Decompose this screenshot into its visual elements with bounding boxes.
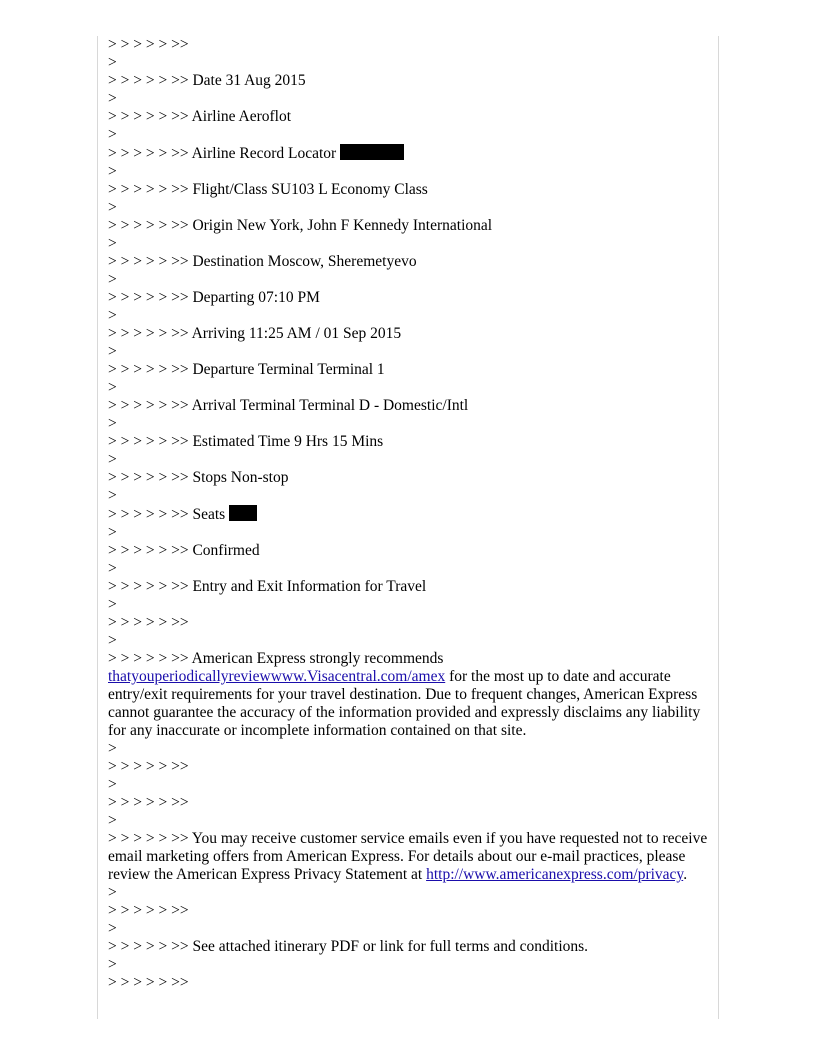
privacy-notice: > > > > > >> You may receive customer service emails even if you have requested not to receive email marketing offers from American Express. For details about our e-mail practices, please review the American Express Privacy Statement at http://www.americanexpress.com/privacy. — [108, 830, 708, 883]
redaction-block — [229, 505, 257, 521]
amex-recommendation: > > > > > >> American Express strongly recommends thatyouperiodicallyreviewwww.Visacentral.com/amex for the most up to date and accurate entry/exit requirements for your travel destination. Due to frequent changes, American Express cannot guarantee the accuracy of the information provided and expressly disclaims any liability for any inaccurate or incomplete information contained on that site. — [108, 650, 701, 739]
quote-gt: > — [108, 415, 117, 432]
quote-line: > > > > > >> — [108, 758, 189, 775]
row-destination: > > > > > >> Destination Moscow, Sheremetyevo — [108, 253, 417, 270]
quote-gt: > — [108, 812, 117, 829]
row-arrival-terminal: > > > > > >> Arrival Terminal Terminal D - Domestic/Intl — [108, 397, 469, 414]
email-body — [108, 36, 708, 992]
itinerary-note: > > > > > >> See attached itinerary PDF or link for full terms and conditions. — [108, 938, 589, 955]
quote-gt: > — [108, 163, 117, 180]
row-stops: > > > > > >> Stops Non-stop — [108, 469, 289, 486]
quote-gt: > — [108, 524, 117, 541]
quote-line: > > > > > >> — [108, 614, 189, 631]
quote-gt: > — [108, 632, 117, 649]
quote-gt: > — [108, 379, 117, 396]
quote-gt: > — [108, 307, 117, 324]
quote-gt: > — [108, 54, 117, 71]
quote-gt: > — [108, 90, 117, 107]
quote-gt: > — [108, 596, 117, 613]
row-origin: > > > > > >> Origin New York, John F Kennedy International — [108, 217, 493, 234]
quote-gt: > — [108, 740, 117, 757]
redaction-block — [340, 144, 404, 160]
quote-gt: > — [108, 126, 117, 143]
row-estimated-time: > > > > > >> Estimated Time 9 Hrs 15 Mins — [108, 433, 384, 450]
quote-gt: > — [108, 487, 117, 504]
quote-gt: > — [108, 560, 117, 577]
quote-line: > > > > > >> — [108, 902, 189, 919]
quote-gt: > — [108, 235, 117, 252]
row-flight-class: > > > > > >> Flight/Class SU103 L Economy Class — [108, 181, 428, 198]
row-date: > > > > > >> Date 31 Aug 2015 — [108, 72, 306, 89]
row-airline: > > > > > >> Airline Aeroflot — [108, 108, 292, 125]
row-departure-terminal: > > > > > >> Departure Terminal Terminal 1 — [108, 361, 385, 378]
row-entry-exit: > > > > > >> Entry and Exit Information for Travel — [108, 578, 427, 595]
row-departing: > > > > > >> Departing 07:10 PM — [108, 289, 320, 306]
row-record-locator: > > > > > >> Airline Record Locator — [108, 144, 708, 163]
quote-gt: > — [108, 920, 117, 937]
row-arriving: > > > > > >> Arriving 11:25 AM / 01 Sep 2015 — [108, 325, 402, 342]
row-confirmed: > > > > > >> Confirmed — [108, 542, 260, 559]
quote-line: > > > > > >> — [108, 974, 189, 991]
row-seats: > > > > > >> Seats — [108, 505, 708, 524]
quote-gt: > — [108, 884, 117, 901]
quote-gt: > — [108, 956, 117, 973]
quote-gt: > — [108, 199, 117, 216]
quote-gt: > — [108, 343, 117, 360]
privacy-link[interactable]: http://www.americanexpress.com/privacy — [426, 866, 684, 883]
quote-line: > > > > > >> — [108, 794, 189, 811]
visacentral-link[interactable]: thatyouperiodicallyreviewwww.Visacentral.com/amex — [108, 668, 446, 685]
quote-gt: > — [108, 271, 117, 288]
quote-gt: > — [108, 776, 117, 793]
quote-gt: > — [108, 451, 117, 468]
quote-line: > > > > > >> — [108, 36, 189, 53]
